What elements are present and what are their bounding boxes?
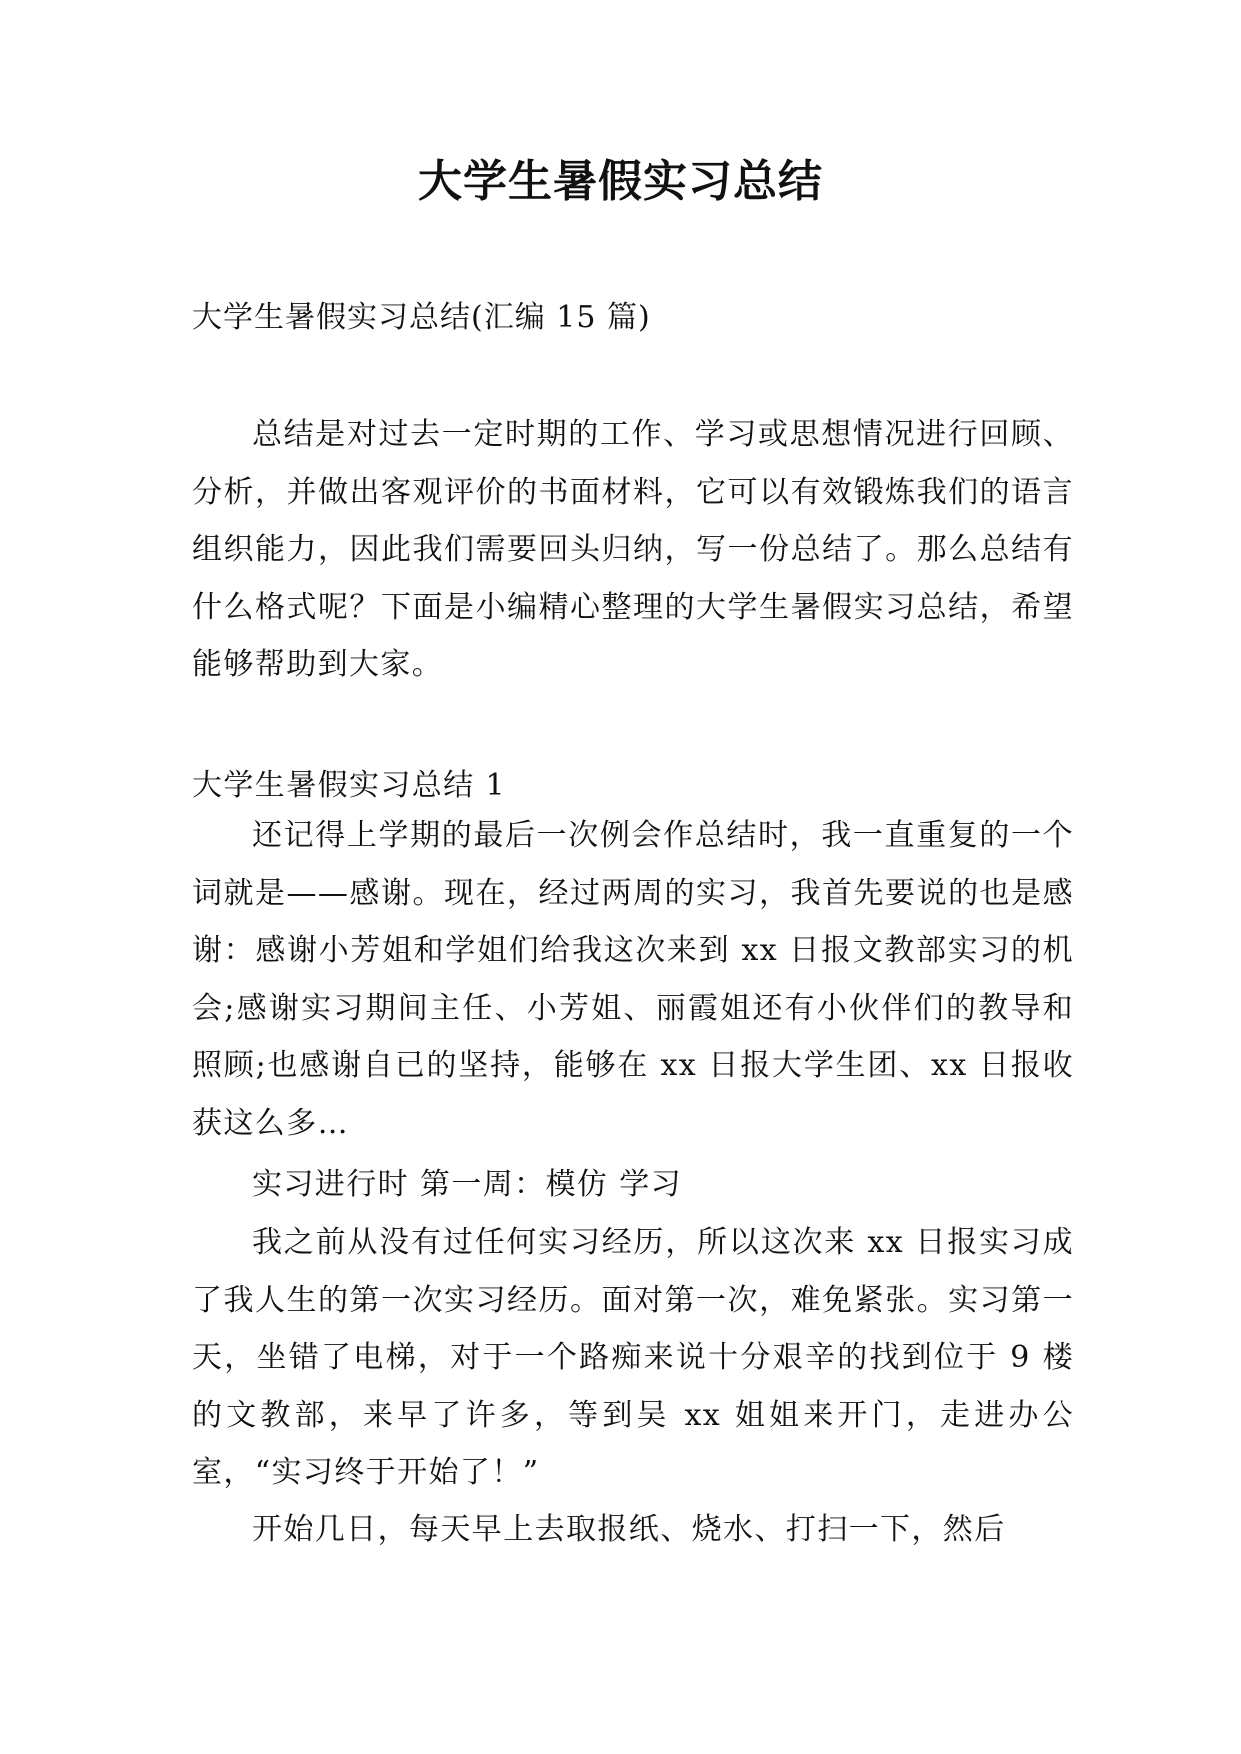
week-heading: 实习进行时 第一周：模仿 学习 — [252, 1167, 683, 1202]
section-heading: 大学生暑假实习总结 1 — [192, 768, 507, 803]
document-title: 大学生暑假实习总结 — [418, 156, 823, 207]
body-paragraph: 开始几日，每天早上去取报纸、烧水、打扫一下，然后 — [252, 1512, 1006, 1547]
intro-paragraph: 总结是对过去一定时期的工作、学习或思想情况进行回顾、分析，并做出客观评价的书面材料，它可以有效锻炼我们的语言组织能力，因此我们需要回头归纳，写一份总结了。那么总结有什么格式呢？下面是小编精心整理的大学生暑假实习总结，希望能够帮助到大家。 — [192, 417, 1074, 682]
body-paragraph: 我之前从没有过任何实习经历，所以这次来 xx 日报实习成了我人生的第一次实习经历。面对第一次，难免紧张。实习第一天，坐错了电梯，对于一个路痴来说十分艰辛的找到位于 9 楼的文教部，来早了许多，等到吴 xx 姐姐来开门，走进办公室，“实习终于开始了！” — [192, 1225, 1074, 1490]
document-subtitle: 大学生暑假实习总结(汇编 15 篇) — [192, 300, 651, 335]
body-paragraph: 还记得上学期的最后一次例会作总结时，我一直重复的一个词就是——感谢。现在，经过两周的实习，我首先要说的也是感谢：感谢小芳姐和学姐们给我这次来到 xx 日报文教部实习的机会;感谢实习期间主任、小芳姐、丽霞姐还有小伙伴们的教导和照顾;也感谢自已的坚持，能够在 xx 日报大学生团、xx 日报收获这么多… — [192, 818, 1074, 1141]
